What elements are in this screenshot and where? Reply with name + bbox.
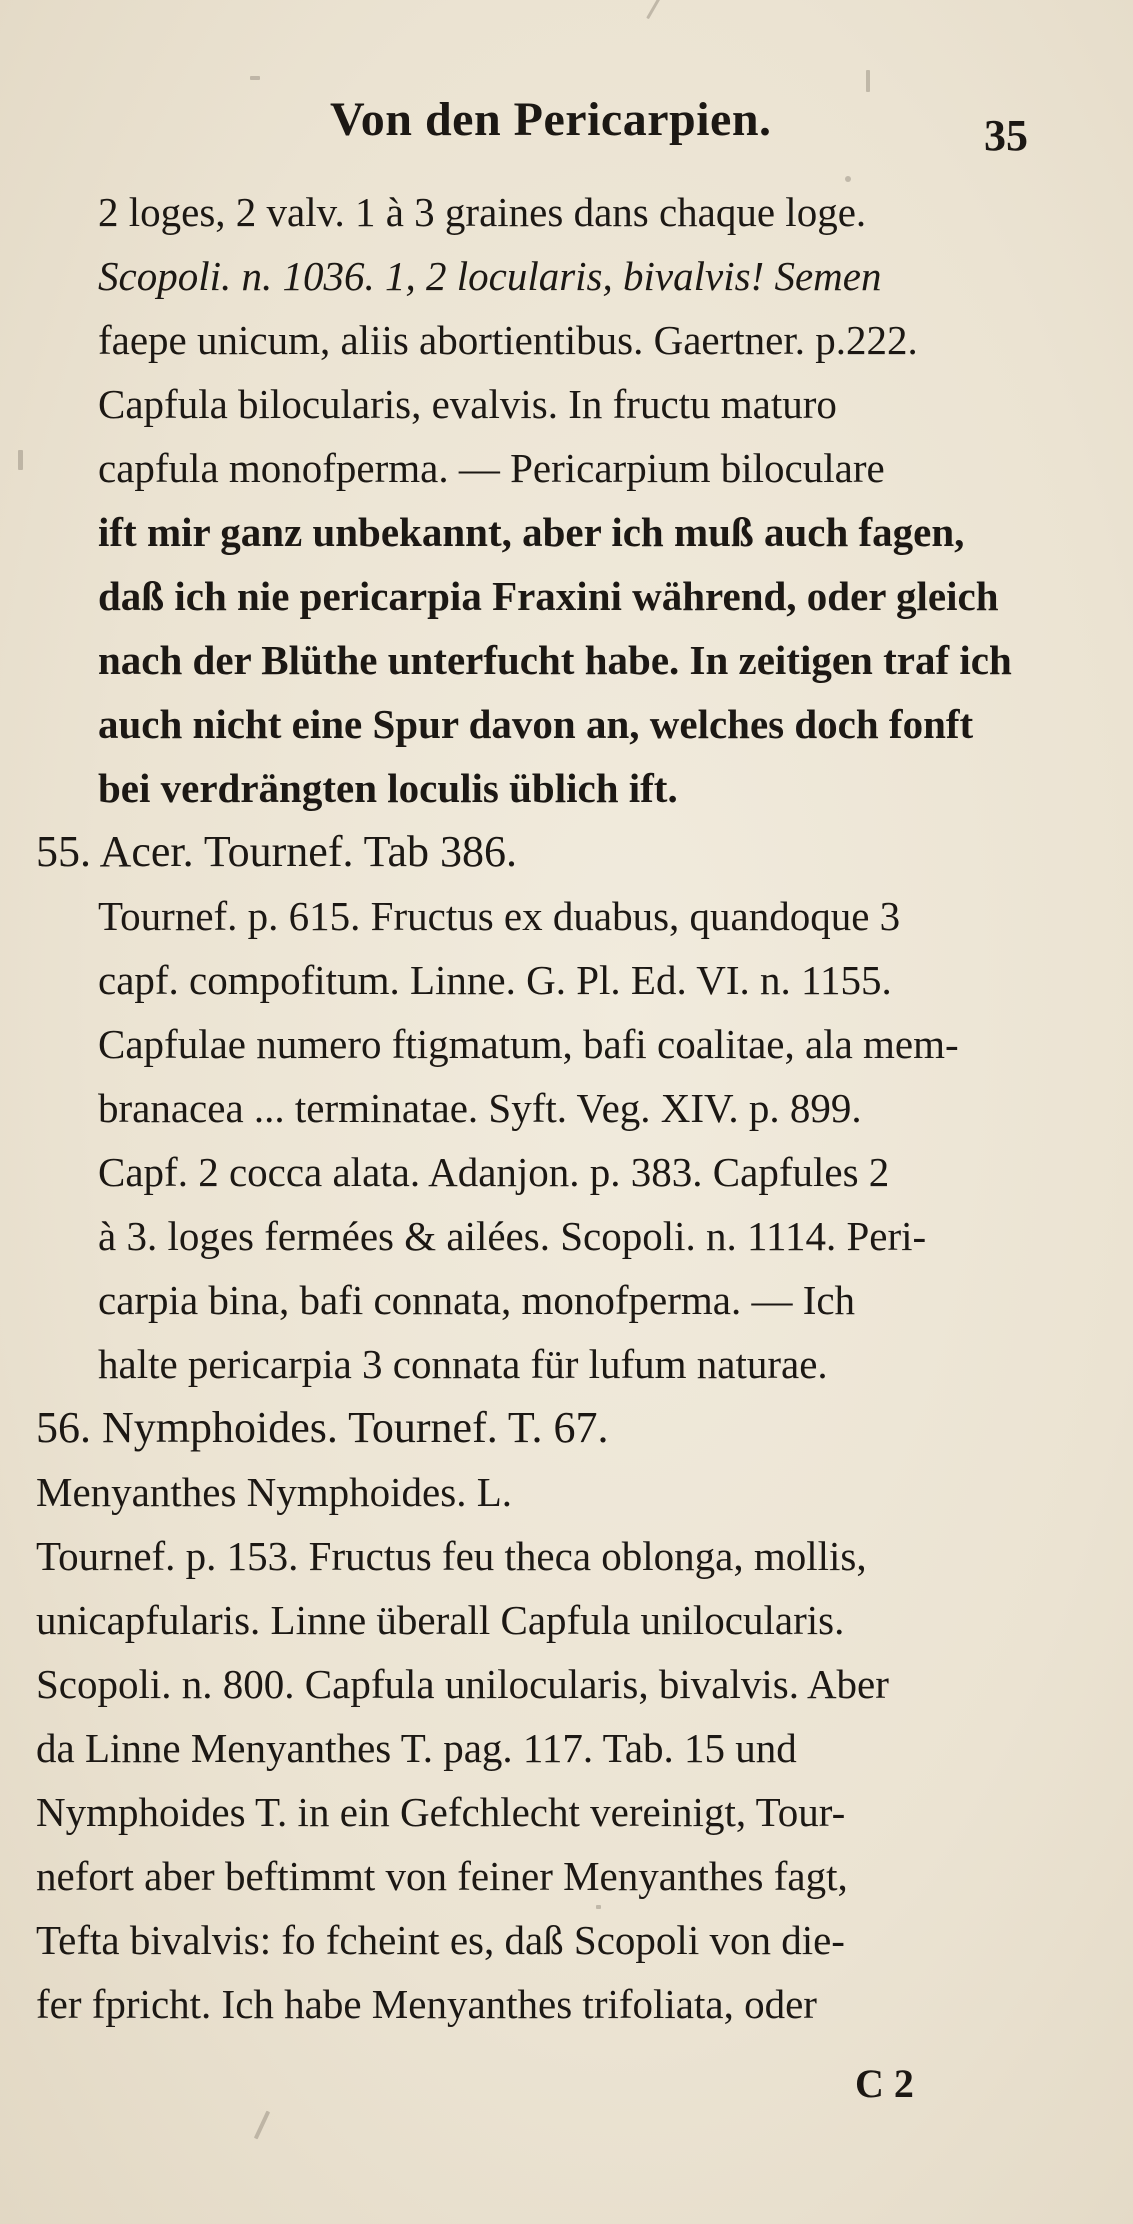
text-line: Capfula bilocularis, evalvis. In fructu maturo — [98, 381, 837, 427]
text-line: Menyanthes Nymphoides. L. — [36, 1469, 512, 1515]
text-line: à 3. loges fermées & ailées. Scopoli. n. 1114. Peri- — [98, 1213, 927, 1259]
text-line: fer fpricht. Ich habe Menyanthes trifoliata, oder — [36, 1981, 817, 2027]
text-line: Capf. 2 cocca alata. Adanjon. p. 383. Capfules 2 — [98, 1149, 890, 1195]
catchword: C 2 — [855, 2061, 914, 2106]
text-line: daß ich nie pericarpia Fraxini während, oder gleich — [98, 573, 999, 619]
text-line: Tefta bivalvis: fo fcheint es, daß Scopoli von die- — [36, 1917, 845, 1963]
page-number: 35 — [984, 111, 1028, 160]
page-header — [0, 92, 1133, 162]
text-line: halte pericarpia 3 connata für lufum naturae. — [98, 1341, 828, 1387]
text-line: Tournef. p. 615. Fructus ex duabus, quandoque 3 — [98, 893, 901, 939]
running-head: Von den Pericarpien. — [330, 93, 772, 146]
text-line: capf. compofitum. Linne. G. Pl. Ed. VI. n. 1155. — [98, 957, 892, 1003]
text-line: Tournef. p. 153. Fructus feu theca oblonga, mollis, — [36, 1533, 867, 1579]
text-line: nach der Blüthe unterfucht habe. In zeitigen traf ich — [98, 637, 1012, 683]
text-line: faepe unicum, aliis abortientibus. Gaertner. p.222. — [98, 317, 918, 363]
text-line: unicapfularis. Linne überall Capfula unilocularis. — [36, 1597, 845, 1643]
entry-heading: 55. Acer. Tournef. Tab 386. — [36, 827, 518, 876]
text-line: auch nicht eine Spur davon an, welches doch fonft — [98, 701, 974, 747]
text-line: bei verdrängten loculis üblich ift. — [98, 765, 678, 811]
text-line: carpia bina, bafi connata, monofperma. — Ich — [98, 1277, 856, 1323]
text-line: nefort aber beftimmt von feiner Menyanthes fagt, — [36, 1853, 848, 1899]
text-line: Nymphoides T. in ein Gefchlecht vereinigt, Tour- — [36, 1789, 846, 1835]
text-line: Scopoli. n. 800. Capfula unilocularis, bivalvis. Aber — [36, 1661, 889, 1707]
text-line: da Linne Menyanthes T. pag. 117. Tab. 15 und — [36, 1725, 797, 1771]
text-line: Scopoli. n. 1036. 1, 2 locularis, bivalvis! Semen — [98, 253, 882, 299]
text-line: branacea ... terminatae. Syft. Veg. XIV. p. 899. — [98, 1085, 862, 1131]
entry-heading: 56. Nymphoides. Tournef. T. 67. — [36, 1403, 609, 1452]
text-line: 2 loges, 2 valv. 1 à 3 graines dans chaque loge. — [98, 189, 867, 235]
text-line: capfula monofperma. — Pericarpium biloculare — [98, 445, 885, 491]
text-line: Capfulae numero ftigmatum, bafi coalitae, ala mem- — [98, 1021, 959, 1067]
text-line: ift mir ganz unbekannt, aber ich muß auch fagen, — [98, 509, 965, 555]
